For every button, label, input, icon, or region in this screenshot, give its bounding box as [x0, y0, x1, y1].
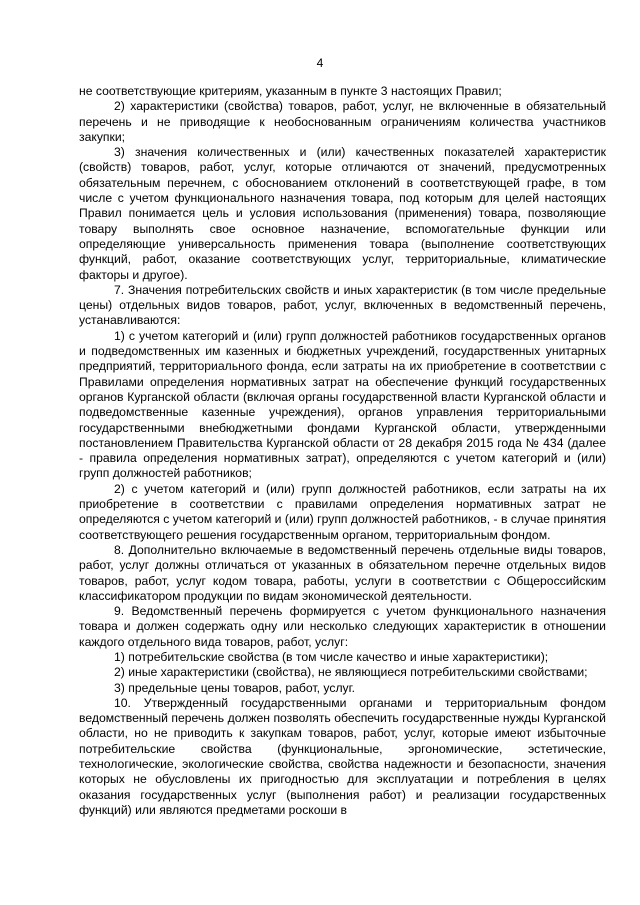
paragraph: 2) характеристики (свойства) товаров, работ, услуг, не включенные в обязательный перечень и не приводящие к необоснованным ограничениям количества участников закупки;	[79, 99, 606, 144]
paragraph: не соответствующие критериям, указанным в пункте 3 настоящих Правил;	[79, 84, 502, 98]
paragraph: 1) потребительские свойства (в том числе качество и иные характеристики);	[114, 649, 549, 664]
document-body	[79, 84, 606, 818]
paragraph: 1) с учетом категорий и (или) групп должностей работников государственных органов и подведомственных им казенных и бюджетных учреждений, государственных унитарных предприятий, территориального фонда, если затраты на их приобретение в соответствии с Правилами определения нормативных затрат на обеспечение функций государственных органов Курганской области (включая органы государственной власти Курганской области и подведомственные казенные учреждения), органов управления территориальными государственными внебюджетными фондами Курганской области, утвержденными постановлением Правительства Курганской области от 28 декабря 2015 года № 434 (далее - правила определения нормативных затрат), определяются с учетом категорий и (или) групп должностей работников;	[79, 328, 606, 481]
paragraph: 3) предельные цены товаров, работ, услуг.	[114, 680, 355, 695]
paragraph: 8. Дополнительно включаемые в ведомственный перечень отдельные виды товаров, работ, услуг должны отличаться от указанных в обязательном перечне отдельных видов товаров, работ, услуг кодом товара, работы, услуги в соответствии с Общероссийским классификатором продукции по видам экономической деятельности.	[79, 542, 606, 603]
paragraph: 3) значения количественных и (или) качественных показателей характеристик (свойств) товаров, работ, услуг, которые отличаются от значений, предусмотренных обязательным перечнем, с обоснованием отклонений в соответствующей графе, в том числе с учетом функционального назначения товара, под которым для целей настоящих Правил понимается цель и условия использования (применения) товара, позволяющие товару выполнять свое основное назначение, вспомогательные функции или определяющие универсальность применения товара (выполнение соответствующих функций, работ, оказание соответствующих услуг, территориальные, климатические факторы и другое).	[79, 145, 606, 282]
paragraph: 9. Ведомственный перечень формируется с учетом функционального назначения товара и должен содержать одну или несколько следующих характеристик в отношении каждого отдельного вида товаров, работ, услуг:	[79, 604, 606, 649]
paragraph: 2) с учетом категорий и (или) групп должностей работников, если затраты на их приобретение в соответствии с правилами определения нормативных затрат не определяются с учетом категорий и (или) групп должностей работников, - в случае принятия соответствующего решения государственным органом, территориальным фондом.	[79, 481, 606, 542]
paragraph: 7. Значения потребительских свойств и иных характеристик (в том числе предельные цены) отдельных видов товаров, работ, услуг, включенных в ведомственный перечень, устанавливаются:	[79, 282, 606, 328]
page-number: 4	[316, 56, 324, 70]
paragraph: 2) иные характеристики (свойства), не являющиеся потребительскими свойствами;	[114, 665, 588, 680]
paragraph: 10. Утвержденный государственными органами и территориальным фондом ведомственный перечень должен позволять обеспечить государственные нужды Курганской области, но не приводить к закупкам товаров, работ, услуг, которые имеют избыточные потребительские свойства (функциональные, эргономические, эстетические, технологические, экологические свойства, свойства надежности и безопасности, значения которых не обусловлены их пригодностью для эксплуатации и потребления в целях оказания государственных услуг (выполнения работ) и реализации государственных функций) или являются предметами роскоши в	[79, 695, 606, 817]
